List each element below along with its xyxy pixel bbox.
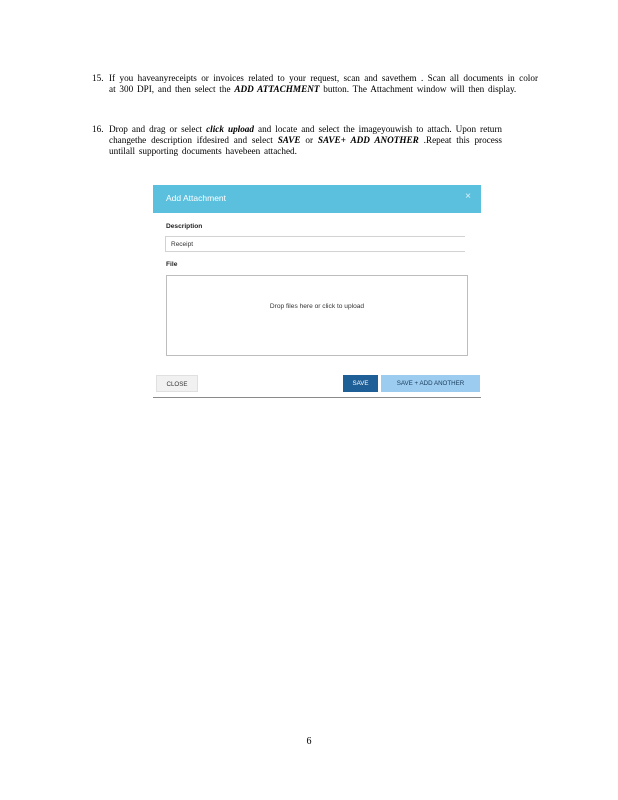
step-text: Drop and drag or select click upload and locate and select the imageyouwish to attach. Upon return changethe description ifdesired and select SAVE or SAVE+ ADD ANOTHER .Repeat this process untilall supporting documents havebeen attached.: [109, 124, 502, 157]
file-label: File: [166, 261, 178, 268]
add-attachment-dialog: [153, 185, 481, 398]
dialog-header: [153, 185, 481, 213]
emphasized-term: click upload: [206, 124, 254, 134]
description-input[interactable]: [165, 236, 465, 252]
close-icon[interactable]: ×: [465, 191, 471, 202]
step-16: [92, 124, 502, 158]
description-label: Description: [166, 223, 203, 230]
step-15: [92, 73, 538, 95]
page-number: 6: [306, 736, 312, 747]
file-dropzone[interactable]: [166, 275, 468, 356]
save-button[interactable]: SAVE: [343, 375, 378, 392]
close-button[interactable]: CLOSE: [156, 375, 198, 392]
emphasized-term: ADD ATTACHMENT: [234, 84, 320, 95]
emphasized-term: SAVE: [277, 135, 301, 146]
step-number: 16.: [92, 124, 104, 134]
dropzone-text: Drop files here or click to upload: [269, 303, 365, 310]
step-number: 15.: [92, 73, 104, 83]
emphasized-term: SAVE+ ADD ANOTHER: [317, 135, 419, 146]
dialog-title: Add Attachment: [166, 193, 227, 203]
step-text: If you haveanyreceipts or invoices related to your request, scan and savethem . Scan all documents in color at 300 DPI, and then select the ADD ATTACHMENT button. The Attachment window will then display.: [109, 73, 538, 95]
save-add-another-button[interactable]: SAVE + ADD ANOTHER: [381, 375, 480, 392]
